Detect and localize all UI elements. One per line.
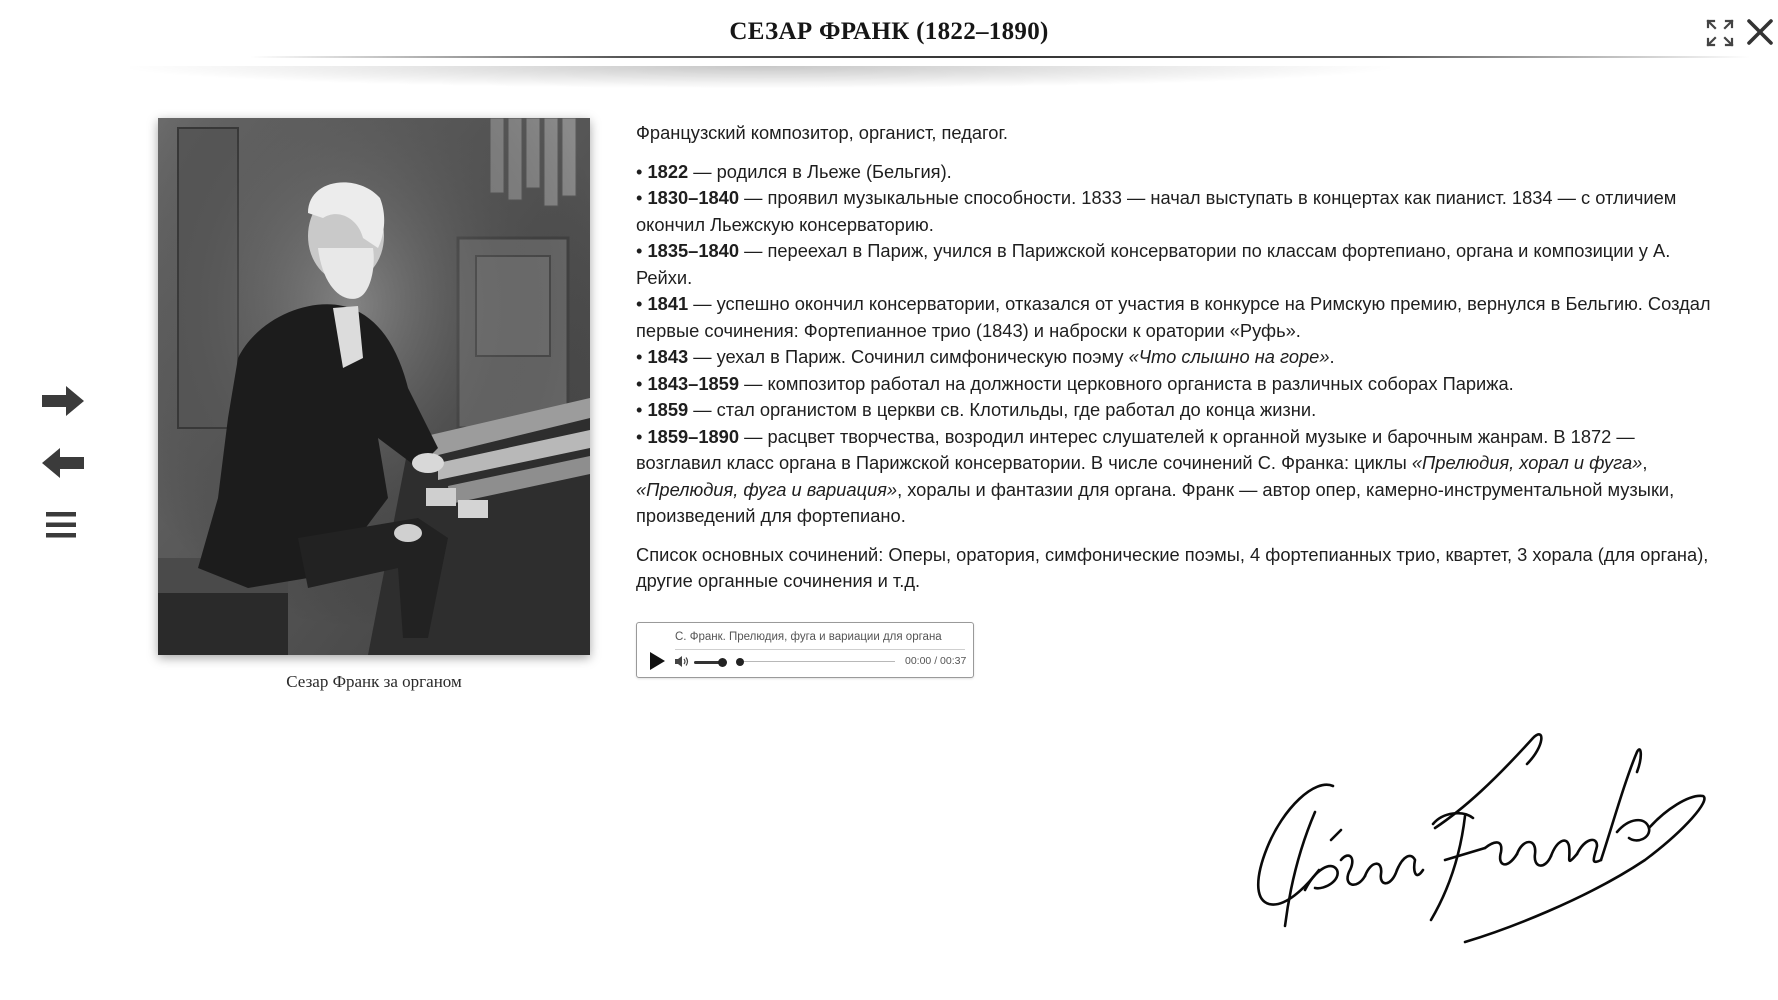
timeline-year: 1835–1840 xyxy=(647,240,740,261)
player-divider xyxy=(675,649,965,650)
playback-time: 00:00 / 00:37 xyxy=(905,655,967,667)
photo-image xyxy=(158,118,590,655)
signature-image xyxy=(1245,720,1725,950)
work-title: «Прелюдия, хорал и фуга» xyxy=(1411,452,1643,473)
page-title: СЕЗАР ФРАНК (1822–1890) xyxy=(729,18,1049,45)
timeline-year: 1859–1890 xyxy=(647,425,740,447)
seek-handle[interactable] xyxy=(736,658,744,666)
fullscreen-button[interactable] xyxy=(1706,19,1734,47)
timeline-text: — родился в Льеже (Бельгия). xyxy=(688,160,952,182)
seek-bar[interactable] xyxy=(737,661,895,662)
menu-button[interactable] xyxy=(40,507,86,543)
timeline-text: — расцвет творчества, возродил интерес слушателей к органной музыке и барочным жанрам. В 1872 — возглавил класс органа в Парижской консерватории. В числе сочинений С. Франка: циклы xyxy=(636,425,1635,473)
composer-photo xyxy=(158,118,590,655)
biography-text xyxy=(636,120,1716,595)
timeline-year: 1830–1840 xyxy=(647,187,740,208)
photo-caption: Сезар Франк за органом xyxy=(286,672,462,691)
title-shadow xyxy=(130,66,1390,88)
timeline-item: • 1841 — успешно окончил консерватории, отказался от участия в конкурсе на Римскую премию, вернулся в Бельгию. Создал первые сочинения: Фортепианное трио (1843) и наброски к оратории «Руфь». xyxy=(636,293,1711,341)
title-divider xyxy=(250,56,1750,58)
timeline-item: • 1830–1840 — проявил музыкальные способности. 1833 — начал выступать в концертах как пианист. 1834 — с отличием окончил Льежскую консерваторию. xyxy=(636,187,1677,235)
timeline-item: • 1859–1890 — расцвет творчества, возродил интерес слушателей к органной музыке и барочным жанрам. В 1872 — возглавил класс органа в Парижской консерватории. В числе сочинений С. Франка: циклы «Прелюдия, хорал и фуга», «Прелюдия, фуга и вариация», хоралы и фантазии для органа. Франк — автор опер, камерно-инструментальной музыки, произведений для фортепиано. xyxy=(636,425,1675,526)
signature-drawing xyxy=(1245,720,1725,950)
play-button[interactable] xyxy=(648,651,666,671)
audio-player xyxy=(636,622,974,678)
timeline-item: • 1835–1840 — переехал в Париж, учился в Парижской консерватории по классам фортепиано, органа и композиции у А. Рейхи. xyxy=(636,240,1671,288)
timeline-year: 1822 xyxy=(647,160,689,182)
intro-text: Французский композитор, органист, педагог. xyxy=(636,122,1008,143)
timeline-year: 1843–1859 xyxy=(647,372,740,394)
timeline-text: — стал органистом в церкви св. Клотильды, где работал до конца жизни. xyxy=(688,399,1317,420)
timeline-text: — уехал в Париж. Сочинил симфоническую поэму xyxy=(688,346,1129,367)
timeline xyxy=(636,159,1716,530)
timeline-text: — переехал в Париж, учился в Парижской консерватории по классам фортепиано, органа и композиции у А. Рейхи. xyxy=(636,240,1671,288)
track-title: С. Франк. Прелюдия, фуга и вариации для органа xyxy=(675,631,942,643)
arrow-right-icon xyxy=(40,383,86,419)
next-button[interactable] xyxy=(40,383,86,419)
close-icon xyxy=(1745,17,1775,47)
menu-icon xyxy=(40,507,86,543)
timeline-year: 1843 xyxy=(647,346,689,367)
timeline-year: 1859 xyxy=(647,399,689,420)
play-icon xyxy=(648,651,666,671)
timeline-item: • 1822 — родился в Льеже (Бельгия). xyxy=(636,160,952,182)
timeline-text: — композитор работал на должности церковного органиста в различных соборах Парижа. xyxy=(739,372,1514,394)
works-list: Список основных сочинений: Оперы, оратория, симфонические поэмы, 4 фортепианных трио, квартет, 3 хорала (для органа), другие органные сочинения и т.д. xyxy=(636,543,1709,591)
timeline-item: • 1843 — уехал в Париж. Сочинил симфоническую поэму «Что слышно на горе». xyxy=(636,346,1335,367)
volume-button[interactable] xyxy=(674,655,690,668)
work-title: «Прелюдия, фуга и вариация» xyxy=(636,478,898,500)
volume-slider-handle[interactable] xyxy=(718,658,727,667)
fullscreen-icon xyxy=(1706,19,1734,47)
header xyxy=(0,0,1778,60)
work-title: «Что слышно на горе» xyxy=(1128,346,1330,367)
prev-button[interactable] xyxy=(40,445,86,481)
volume-icon xyxy=(674,655,690,668)
timeline-year: 1841 xyxy=(647,293,689,314)
timeline-item: • 1859 — стал органистом в церкви св. Клотильды, где работал до конца жизни. xyxy=(636,399,1317,420)
timeline-text: — проявил музыкальные способности. 1833 — начал выступать в концертах как пианист. 1834 — с отличием окончил Льежскую консерваторию. xyxy=(636,187,1677,235)
timeline-item: • 1843–1859 — композитор работал на должности церковного органиста в различных соборах Парижа. xyxy=(636,372,1514,394)
arrow-left-icon xyxy=(40,445,86,481)
timeline-text: — успешно окончил консерватории, отказался от участия в конкурсе на Римскую премию, вернулся в Бельгию. Создал первые сочинения: Фортепианное трио (1843) и наброски к оратории «Руфь». xyxy=(636,293,1711,341)
close-button[interactable] xyxy=(1745,17,1775,47)
